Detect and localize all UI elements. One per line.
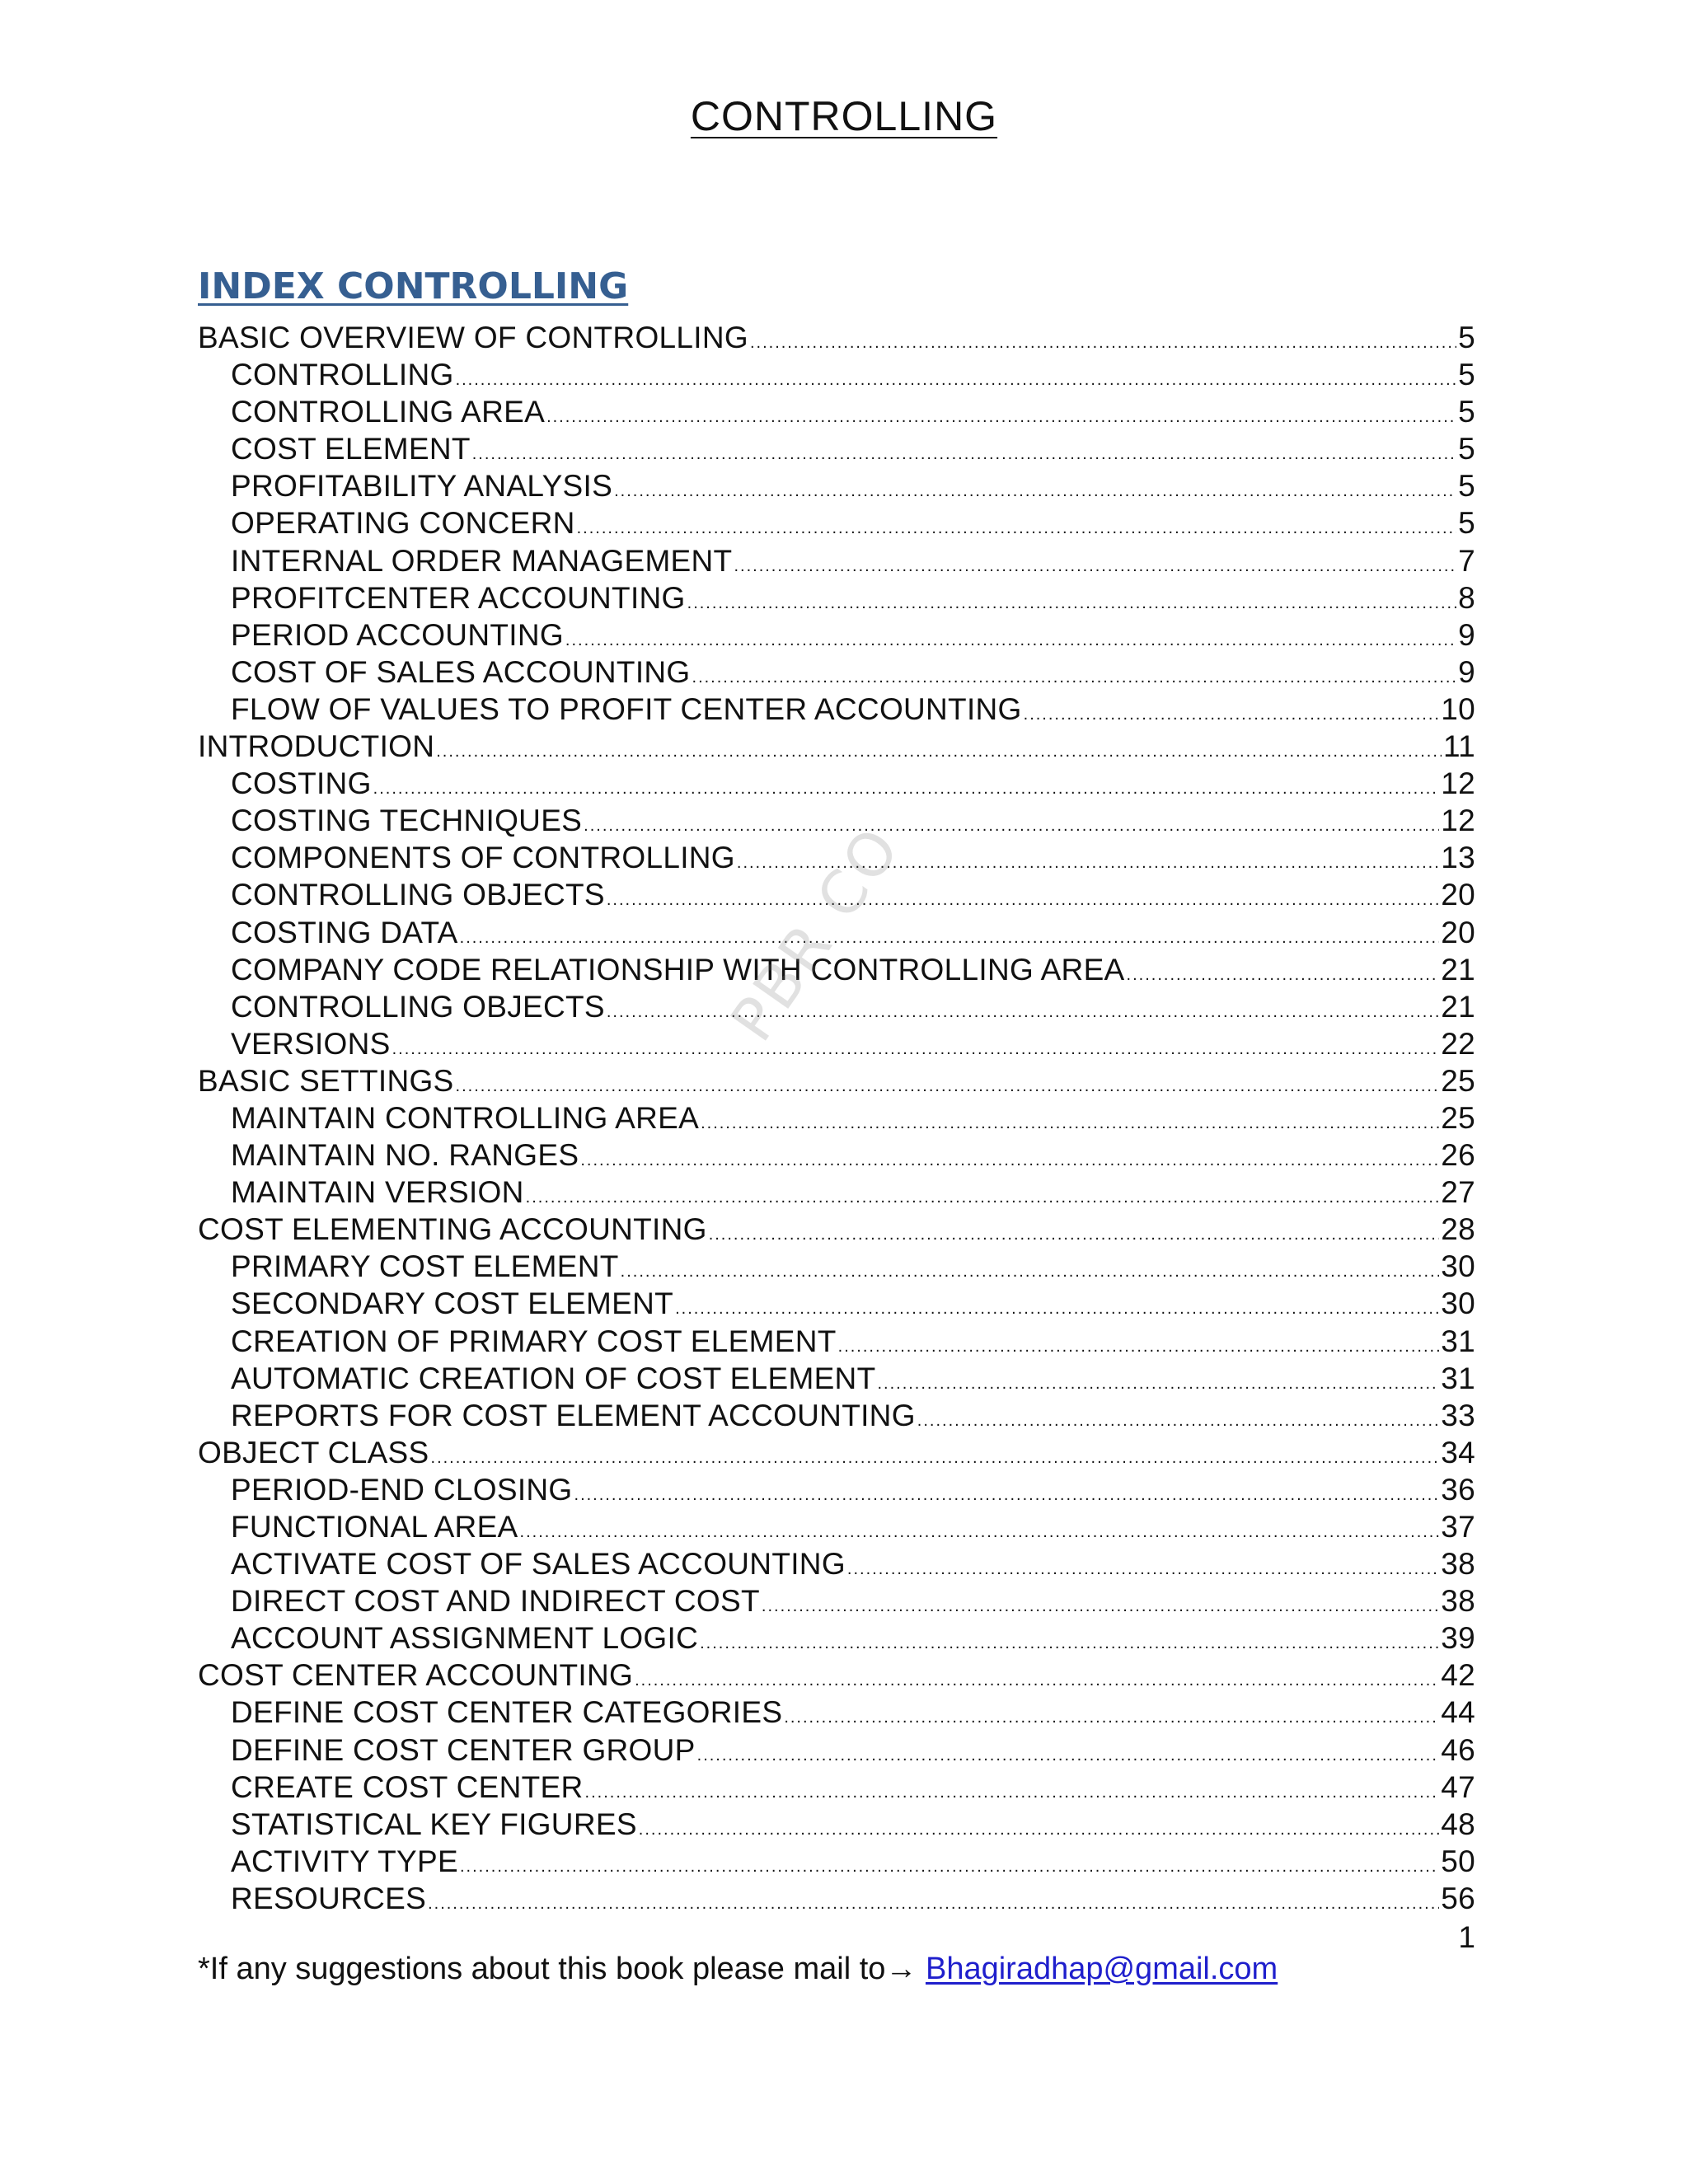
toc-entry-page[interactable]: 7 <box>1458 543 1475 578</box>
toc-dot-leader <box>565 622 1456 659</box>
toc-entry-label[interactable]: PERIOD ACCOUNTING <box>231 617 564 652</box>
toc-dot-leader <box>847 1551 1439 1588</box>
document-title: CONTROLLING <box>690 93 998 139</box>
toc-entry-label[interactable]: INTERNAL ORDER MANAGEMENT <box>231 543 733 578</box>
toc-entry[interactable] <box>198 1582 1475 1619</box>
toc-entry[interactable] <box>198 1769 1475 1806</box>
toc-entry-page[interactable]: 13 <box>1441 841 1475 875</box>
toc-entry[interactable] <box>198 1843 1475 1880</box>
toc-entry-label[interactable]: PROFITCENTER ACCOUNTING <box>231 580 686 615</box>
toc-entry-label[interactable]: ACCOUNT ASSIGNMENT LOGIC <box>231 1621 699 1656</box>
toc-dot-leader <box>700 1625 1439 1662</box>
toc-entry-label[interactable]: COSTING TECHNIQUES <box>231 804 583 838</box>
toc-entry[interactable] <box>198 1360 1475 1397</box>
toc-dot-leader <box>917 1403 1439 1440</box>
toc-entry-label[interactable]: COSTING <box>231 766 372 801</box>
toc-entry-page[interactable]: 20 <box>1441 915 1475 949</box>
toc-entry-label[interactable]: ACTIVATE COST OF SALES ACCOUNTING <box>231 1547 846 1582</box>
toc-entry-page[interactable]: 9 <box>1458 617 1475 652</box>
toc-entry-label[interactable]: COSTING DATA <box>231 915 458 949</box>
toc-entry[interactable] <box>198 616 1475 654</box>
toc-entry-page[interactable]: 50 <box>1441 1844 1475 1878</box>
toc-entry-page[interactable]: 9 <box>1458 654 1475 689</box>
toc-dot-leader <box>697 1737 1440 1774</box>
toc-entry-label[interactable]: DEFINE COST CENTER CATEGORIES <box>231 1695 783 1730</box>
toc-entry-page[interactable]: 5 <box>1458 432 1475 466</box>
toc-entry-label[interactable]: COMPANY CODE RELATIONSHIP WITH CONTROLLING AREA <box>231 952 1125 987</box>
toc-dot-leader <box>737 845 1439 882</box>
toc-entry-label[interactable]: OPERATING CONCERN <box>231 506 575 541</box>
toc-entry[interactable] <box>198 1806 1475 1843</box>
toc-entry-page[interactable]: 5 <box>1458 321 1475 354</box>
toc-dot-leader <box>1127 957 1440 994</box>
toc-entry[interactable] <box>198 728 1475 765</box>
toc-entry-page[interactable]: 27 <box>1441 1175 1475 1210</box>
toc-entry-page[interactable]: 5 <box>1458 358 1475 392</box>
toc-dot-leader <box>762 1588 1439 1625</box>
toc-entry[interactable] <box>198 1174 1475 1211</box>
toc-entry-label[interactable]: COST OF SALES ACCOUNTING <box>231 654 691 689</box>
toc-entry[interactable] <box>198 542 1475 579</box>
toc-dot-leader <box>392 1031 1440 1068</box>
toc-entry[interactable] <box>198 430 1475 467</box>
toc-dot-leader <box>709 1216 1440 1254</box>
toc-entry-label[interactable]: CONTROLLING OBJECTS <box>231 878 605 912</box>
toc-entry-page[interactable]: 38 <box>1441 1584 1475 1619</box>
toc-dot-leader <box>701 1105 1439 1142</box>
toc-entry-label[interactable]: STATISTICAL KEY FIGURES <box>231 1807 637 1841</box>
toc-entry[interactable] <box>198 1694 1475 1731</box>
toc-entry-label[interactable]: CONTROLLING OBJECTS <box>231 989 605 1024</box>
toc-dot-leader <box>585 1774 1440 1811</box>
toc-entry-page[interactable]: 21 <box>1441 989 1475 1024</box>
toc-dot-leader <box>784 1699 1439 1736</box>
watermark: PBR CO <box>717 813 914 1054</box>
toc-entry[interactable] <box>198 1025 1475 1062</box>
toc-entry[interactable] <box>198 988 1475 1025</box>
toc-entry-page[interactable]: 21 <box>1441 952 1475 987</box>
toc-dot-leader <box>607 882 1439 919</box>
page-number: 1 <box>1458 1920 1475 1954</box>
toc-entry-page[interactable]: 25 <box>1441 1100 1475 1135</box>
arrow-right-icon: → <box>885 1952 917 1986</box>
toc-entry-label[interactable]: DEFINE COST CENTER GROUP <box>231 1732 696 1767</box>
toc-entry[interactable] <box>198 914 1475 951</box>
email-link[interactable]: Bhagiradhap@gmail.com <box>925 1952 1278 1986</box>
toc-entry-label[interactable]: COST ELEMENT <box>231 432 471 466</box>
toc-entry-page[interactable]: 37 <box>1441 1510 1475 1544</box>
toc-entry-label[interactable]: ACTIVITY TYPE <box>231 1844 458 1878</box>
toc-entry[interactable] <box>198 319 1475 356</box>
toc-entry-page[interactable]: 33 <box>1441 1398 1475 1432</box>
toc-dot-leader <box>621 1254 1440 1291</box>
toc-entry-page[interactable]: 5 <box>1458 395 1475 429</box>
toc-entry-label[interactable]: INTRODUCTION <box>198 729 435 764</box>
toc-entry-page[interactable]: 8 <box>1458 580 1475 615</box>
toc-entry[interactable] <box>198 1508 1475 1545</box>
toc-entry[interactable] <box>198 393 1475 430</box>
toc-dot-leader <box>574 1477 1440 1514</box>
toc-entry-label[interactable]: SECONDARY COST ELEMENT <box>231 1286 674 1321</box>
toc-entry-page[interactable]: 48 <box>1441 1807 1475 1841</box>
toc-entry-page[interactable]: 31 <box>1441 1361 1475 1395</box>
toc-entry-label[interactable]: COST CENTER ACCOUNTING <box>198 1658 634 1693</box>
toc-entry-page[interactable]: 44 <box>1441 1695 1475 1730</box>
toc-entry[interactable] <box>198 765 1475 802</box>
toc-entry[interactable] <box>198 1397 1475 1434</box>
toc-entry[interactable] <box>198 1657 1475 1694</box>
toc-entry-label[interactable]: BASIC SETTINGS <box>198 1063 454 1098</box>
toc-dot-leader <box>580 1142 1439 1179</box>
toc-entry[interactable] <box>198 1248 1475 1285</box>
toc-entry[interactable] <box>198 579 1475 616</box>
toc-entry-page[interactable]: 28 <box>1441 1212 1475 1247</box>
toc-entry-page[interactable]: 31 <box>1441 1324 1475 1358</box>
toc-entry-label[interactable]: FUNCTIONAL AREA <box>231 1510 518 1544</box>
toc-entry-label[interactable]: COMPONENTS OF CONTROLLING <box>231 841 735 875</box>
toc-dot-leader <box>456 362 1457 399</box>
toc-dot-leader <box>614 473 1456 510</box>
toc-entry-page[interactable]: 10 <box>1441 691 1475 726</box>
toc-entry-page[interactable]: 25 <box>1441 1063 1475 1098</box>
toc-dot-leader <box>838 1329 1440 1366</box>
toc-entry-label[interactable]: BASIC OVERVIEW OF CONTROLLING <box>198 321 748 354</box>
toc-dot-leader <box>1024 696 1440 733</box>
toc-entry-label[interactable]: MAINTAIN VERSION <box>231 1175 524 1210</box>
toc-entry[interactable] <box>198 356 1475 393</box>
toc-entry-page[interactable]: 5 <box>1458 469 1475 504</box>
toc-dot-leader <box>546 399 1456 436</box>
toc-entry-page[interactable]: 20 <box>1441 878 1475 912</box>
footer-note-text: *If any suggestions about this book please mail to <box>198 1952 886 1986</box>
toc-dot-leader <box>428 1886 1439 1923</box>
toc-entry-page[interactable]: 26 <box>1441 1138 1475 1173</box>
toc-entry[interactable] <box>198 1211 1475 1248</box>
toc-entry-page[interactable]: 5 <box>1458 506 1475 541</box>
toc-entry-page[interactable]: 12 <box>1441 766 1475 801</box>
toc-entry[interactable] <box>198 876 1475 913</box>
toc-entry-page[interactable]: 42 <box>1441 1658 1475 1693</box>
toc-entry-label[interactable]: OBJECT CLASS <box>198 1435 429 1469</box>
toc-entry[interactable] <box>198 839 1475 876</box>
toc-entry[interactable] <box>198 1062 1475 1099</box>
toc-entry-page[interactable]: 56 <box>1441 1881 1475 1915</box>
toc-entry-label[interactable]: MAINTAIN NO. RANGES <box>231 1138 579 1173</box>
toc-entry[interactable] <box>198 467 1475 504</box>
toc-entry[interactable] <box>198 654 1475 691</box>
toc-entry[interactable] <box>198 1099 1475 1137</box>
toc-entry-label[interactable]: PRIMARY COST ELEMENT <box>231 1249 619 1284</box>
toc-entry-page[interactable]: 12 <box>1441 804 1475 838</box>
toc-entry-page[interactable]: 30 <box>1441 1286 1475 1321</box>
toc-entry-page[interactable]: 11 <box>1442 729 1475 764</box>
toc-entry[interactable] <box>198 1471 1475 1508</box>
toc-entry-page[interactable]: 47 <box>1441 1769 1475 1804</box>
index-heading[interactable]: INDEX CONTROLLING <box>198 265 629 307</box>
toc-dot-leader <box>750 325 1456 362</box>
footer-note <box>198 1952 1278 1987</box>
toc-entry-label[interactable]: FLOW OF VALUES TO PROFIT CENTER ACCOUNTING <box>231 691 1022 726</box>
toc-entry[interactable] <box>198 951 1475 988</box>
toc-entry-label[interactable]: DIRECT COST AND INDIRECT COST <box>231 1584 760 1619</box>
toc-entry[interactable] <box>198 1732 1475 1769</box>
toc-entry[interactable] <box>198 691 1475 728</box>
toc-entry[interactable] <box>198 1434 1475 1471</box>
toc-entry-label[interactable]: PERIOD-END CLOSING <box>231 1472 573 1507</box>
toc-entry-label[interactable]: AUTOMATIC CREATION OF COST ELEMENT <box>231 1361 876 1395</box>
toc-dot-leader <box>472 436 1456 473</box>
toc-entry-label[interactable]: VERSIONS <box>231 1026 391 1061</box>
toc-entry[interactable] <box>198 802 1475 839</box>
toc-entry[interactable] <box>198 1545 1475 1582</box>
toc-entry-page[interactable]: 46 <box>1441 1732 1475 1767</box>
toc-entry-label[interactable]: MAINTAIN CONTROLLING AREA <box>231 1100 700 1135</box>
toc-dot-leader <box>607 994 1439 1031</box>
toc-entry-label[interactable]: RESOURCES <box>231 1881 427 1915</box>
toc-entry-page[interactable]: 30 <box>1441 1249 1475 1284</box>
toc-dot-leader <box>436 733 1442 771</box>
toc-entry-label[interactable]: REPORTS FOR COST ELEMENT ACCOUNTING <box>231 1398 916 1432</box>
toc-dot-leader <box>460 1849 1439 1886</box>
toc-entry-label[interactable]: COST ELEMENTING ACCOUNTING <box>198 1212 707 1247</box>
toc-entry-label[interactable]: PROFITABILITY ANALYSIS <box>231 469 613 504</box>
toc-entry-page[interactable]: 34 <box>1441 1435 1475 1469</box>
toc-entry-page[interactable]: 39 <box>1441 1621 1475 1656</box>
toc-dot-leader <box>687 585 1456 622</box>
toc-entry-page[interactable]: 22 <box>1441 1026 1475 1061</box>
toc-entry-label[interactable]: CONTROLLING <box>231 358 454 392</box>
toc-entry[interactable] <box>198 1880 1475 1917</box>
table-of-contents <box>198 319 1475 1917</box>
toc-entry-label[interactable]: CREATE COST CENTER <box>231 1769 584 1804</box>
toc-dot-leader <box>639 1811 1439 1849</box>
toc-entry-page[interactable]: 36 <box>1441 1472 1475 1507</box>
toc-entry-label[interactable]: CREATION OF PRIMARY COST ELEMENT <box>231 1324 837 1358</box>
toc-entry-page[interactable]: 38 <box>1441 1547 1475 1582</box>
toc-entry[interactable] <box>198 1137 1475 1174</box>
toc-dot-leader <box>431 1440 1440 1477</box>
toc-dot-leader <box>877 1366 1439 1403</box>
toc-entry[interactable] <box>198 504 1475 541</box>
toc-entry[interactable] <box>198 1285 1475 1322</box>
toc-dot-leader <box>734 548 1456 585</box>
toc-entry-label[interactable]: CONTROLLING AREA <box>231 395 546 429</box>
toc-entry[interactable] <box>198 1619 1475 1657</box>
